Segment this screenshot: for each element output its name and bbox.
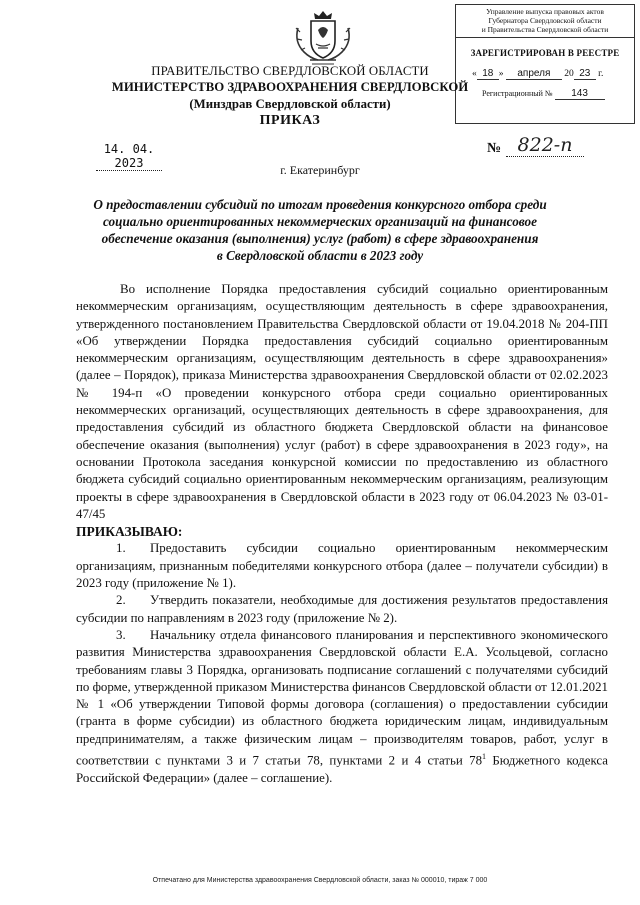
order-heading: ПРИКАЗЫВАЮ: <box>76 524 183 540</box>
ministry-short-name: (Минздрав Свердловской области) <box>189 97 391 111</box>
stamp-reg-number-row <box>456 88 634 100</box>
order-number: 822-п <box>506 134 584 157</box>
stamp-reg-label: Регистрационный № <box>482 89 553 98</box>
stamp-date: « 18 » апреля 20 23 г. <box>472 68 604 79</box>
government-name: ПРАВИТЕЛЬСТВО СВЕРДЛОВСКОЙ ОБЛАСТИ <box>151 64 429 78</box>
title-line: социально ориентированных некоммерческих организаций на финансовое <box>103 214 537 229</box>
title-line: О предоставлении субсидий по итогам проведения конкурсного отбора среди <box>93 197 547 212</box>
order-item <box>76 627 608 787</box>
stamp-year-prefix: 20 <box>564 69 574 79</box>
item-superscript: 1 <box>482 752 487 762</box>
stamp-reg-number: 143 <box>555 88 605 100</box>
item-text-tail: Бюджетного кодекса Российской Федерации» (далее – соглашение). <box>76 753 609 785</box>
stamp-header-line: Губернатора Свердловской области <box>488 16 602 25</box>
stamp-month: апреля <box>506 68 562 80</box>
title-line: обеспечение оказания (выполнения) услуг (работ) в сфере здравоохранения <box>101 231 539 246</box>
item-number: 2. <box>116 593 126 608</box>
stamp-registered-label: ЗАРЕГИСТРИРОВАН В РЕЕСТРЕ <box>470 48 620 58</box>
order-item <box>76 540 608 592</box>
stamp-header-line: и Правительства Свердловской области <box>481 25 609 34</box>
order-title <box>80 196 560 264</box>
item-number: 3. <box>116 627 126 642</box>
item-text: Начальнику отдела финансового планирования и перспективного экономического развития Министерства здравоохранения Свердловской области Е.А. Усольцевой, согласно требованиям главы 3 Порядка, организовать подписание соглашений с получателями субсидий по форме, утвержденной приказом Министерства финансов Свердловской области от 12.01.2021 № 1 «Об утверждении Типовой формы договора (соглашения) о предоставлении субсидии (гранта в форме субсидии) из областного бюджета юридическим лицам, индивидуальным предпринимателям, а также физическим лицам – производителям товаров, работ, услуг в соответствии с пунктами 3 и 7 статьи 78, пунктами 2 и 4 статьи 78 <box>76 627 608 768</box>
order-item <box>76 592 608 627</box>
item-number: 1. <box>116 541 126 556</box>
ministry-name: МИНИСТЕРСТВО ЗДРАВООХРАНЕНИЯ СВЕРДЛОВСКОЙ <box>111 80 469 94</box>
stamp-header-line: Управление выпуска правовых актов <box>486 7 604 16</box>
order-number-label: № <box>487 141 502 156</box>
registration-stamp <box>455 4 635 124</box>
coat-of-arms-emblem <box>292 8 354 70</box>
order-body <box>76 281 608 787</box>
document-type: ПРИКАЗ <box>259 113 321 128</box>
stamp-header <box>456 5 634 38</box>
city: г. Екатеринбург <box>280 163 360 177</box>
print-footer: Отпечатано для Министерства здравоохранения Свердловской области, заказ № 000010, тираж 7 000 <box>152 877 488 884</box>
stamp-year: 23 <box>574 68 596 80</box>
stamp-day: 18 <box>477 68 499 80</box>
stamp-year-suffix: г. <box>598 69 604 79</box>
order-date: 14. 04. 2023 <box>96 142 162 171</box>
preamble-paragraph: Во исполнение Порядка предоставления субсидий социально ориентированным некоммерческим организациям, осуществляющим деятельность в сфере здравоохранения, утвержденного постановлением Правительства Свердловской области от 19.04.2018 № 204-ПП «Об утверждении Порядка предоставления субсидий социально ориентированным некоммерческим организациям, осуществляющим деятельность в сфере здравоохранения» (далее – Порядок), приказа Министерства здравоохранения Свердловской области от 02.02.2023 № 194-п «О проведении конкурсного отбора среди социально ориентированных некоммерческих организаций, осуществляющих деятельность в сфере здравоохранения, для предоставления субсидий из областного бюджета Свердловской области на финансовое обеспечение оказания (выполнения) услуг (работ) в сфере здравоохранения в 2023 году», на основании Протокола заседания конкурсной комиссии по предоставлению из областного бюджета субсидий социально ориентированным некоммерческим организациям, реализующим проекты в сфере здравоохранения в Свердловской области в 2023 году от 06.04.2023 № 03-01-47/45 <box>76 282 608 521</box>
title-line: в Свердловской области в 2023 году <box>216 248 424 263</box>
item-text: Предоставить субсидии социально ориентированным некоммерческим организациям, признанным победителями конкурсного отбора (далее – получатели субсидии) в 2023 году (приложение № 1). <box>76 541 608 591</box>
item-text: Утвердить показатели, необходимые для достижения результатов предоставления субсидии по направлениям в 2023 году (приложение № 2). <box>76 593 608 625</box>
